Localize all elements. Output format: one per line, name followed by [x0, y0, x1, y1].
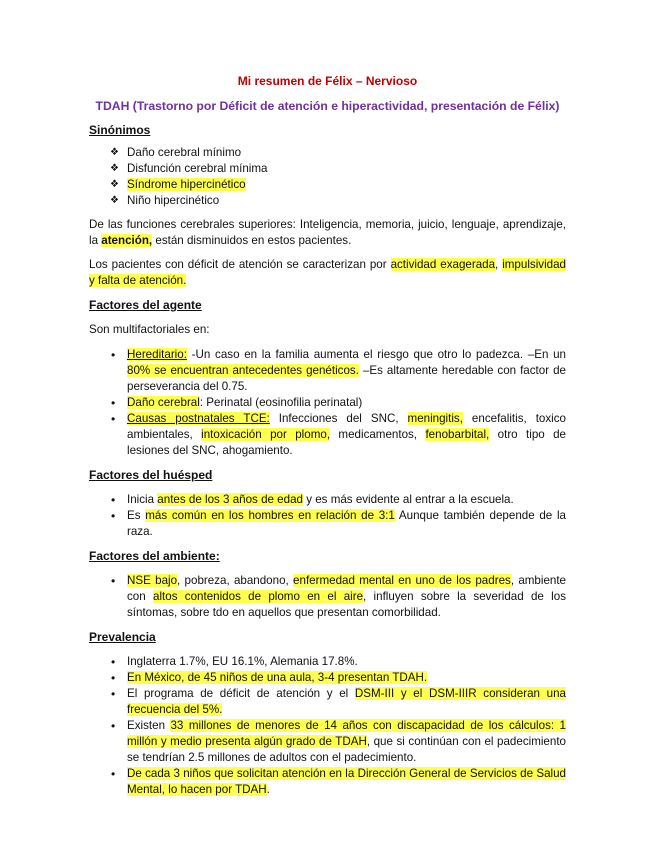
bullet-icon: • [111, 493, 116, 507]
document-subtitle: TDAH (Trastorno por Déficit de atención e hiperactividad, presentación de Félix) [95, 99, 560, 113]
ambiente-list [89, 573, 566, 621]
document-content [89, 74, 566, 798]
list-item: • Hereditario: -Un caso en la familia aumenta el riesgo que otro lo padezca. –En un 80% se encuentran antecedentes genéticos. –Es altamente heredable con factor de perseverancia del 0.75. [111, 348, 566, 393]
diamond-bullet-icon: ❖ [110, 147, 119, 158]
diamond-bullet-icon: ❖ [110, 163, 119, 174]
document-title: Mi resumen de Félix – Nervioso [237, 74, 418, 88]
prevalencia-list [89, 654, 566, 798]
list-item: • De cada 3 niños que solicitan atención en la Dirección General de Servicios de Salud Mental, lo hacen por TDAH. [111, 767, 566, 796]
list-item: • Inicia antes de los 3 años de edad y es más evidente al entrar a la escuela. [111, 493, 514, 507]
list-item: • En México, de 45 niños de una aula, 3-4 presentan TDAH. [111, 671, 428, 685]
bullet-icon: • [111, 509, 116, 523]
heading-prevalencia: Prevalencia [89, 630, 156, 644]
list-item: ❖ Niño hipercinético [110, 194, 220, 207]
list-item: ❖ Daño cerebral mínimo [110, 146, 242, 159]
bullet-icon: • [111, 348, 116, 362]
heading-agente: Factores del agente [89, 298, 202, 312]
list-item: • Causas postnatales TCE: Infecciones del SNC, meningitis, encefalitis, toxico ambientales, intoxicación por plomo, medicamentos, fenobarbital, otro tipo de lesiones del SNC, ahogamiento. [111, 412, 566, 457]
list-item: • NSE bajo, pobreza, abandono, enfermedad mental en uno de los padres, ambiente con altos contenidos de plomo en el aire, influyen sobre la severidad de los síntomas, sobre tdo en aquellos que presentan comorbilidad. [111, 574, 567, 619]
list-item: • El programa de déficit de atención y el DSM-III y el DSM-IIIR consideran una frecuencia del 5%. [111, 687, 566, 716]
heading-sinonimos: Sinónimos [89, 123, 151, 137]
bullet-icon: • [111, 767, 116, 781]
diamond-bullet-icon: ❖ [110, 195, 119, 206]
bullet-icon: • [111, 396, 116, 410]
list-item: • Es más común en los hombres en relación de 3:1 Aunque también depende de la raza. [111, 509, 566, 538]
sinonimos-list [89, 145, 566, 209]
list-item: • Existen 33 millones de menores de 14 años con discapacidad de los cálculos: 1 millón y medio presenta algún grado de TDAH, que si continúan con el padecimiento se tendrían 2.5 millones de adultos con el padecimiento. [111, 719, 566, 764]
list-item: ❖ Síndrome hipercinético [110, 178, 246, 191]
list-item: ❖ Disfunción cerebral mínima [110, 162, 268, 175]
paragraph-funciones: De las funciones cerebrales superiores: Inteligencia, memoria, juicio, lenguaje, aprendizaje, la atención, están disminuidos en estos pacientes. [89, 218, 566, 247]
agente-intro: Son multifactoriales en: [89, 323, 210, 336]
agente-list [89, 347, 566, 459]
heading-huesped: Factores del huésped [89, 468, 213, 482]
list-item: • Daño cerebral: Perinatal (eosinofilia perinatal) [111, 396, 363, 410]
bullet-icon: • [111, 687, 116, 701]
heading-ambiente: Factores del ambiente: [89, 549, 220, 563]
bullet-icon: • [111, 719, 116, 733]
bullet-icon: • [111, 671, 116, 685]
paragraph-caracteristicas: Los pacientes con déficit de atención se caracterizan por actividad exagerada, impulsividad y falta de atención. [89, 258, 566, 287]
bullet-icon: • [111, 655, 116, 669]
list-item: • Inglaterra 1.7%, EU 16.1%, Alemania 17.8%. [111, 655, 358, 669]
bullet-icon: • [111, 412, 116, 426]
diamond-bullet-icon: ❖ [110, 179, 119, 190]
huesped-list [89, 492, 566, 540]
bullet-icon: • [111, 574, 116, 588]
